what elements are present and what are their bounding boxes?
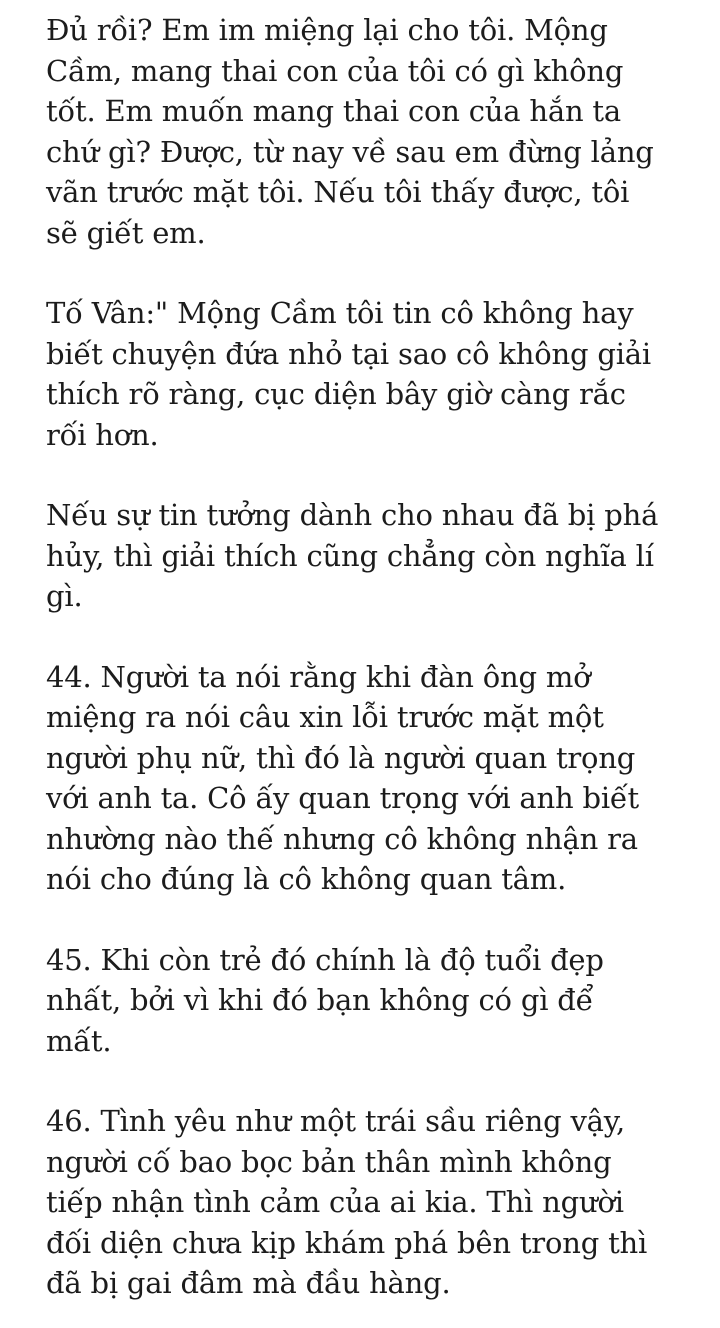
paragraph-3: Nếu sự tin tưởng dành cho nhau đã bị phá hủy, thì giải thích cũng chẳng còn nghĩa lí gì. [46,498,659,613]
paragraph-2: Tố Vân:" Mộng Cầm tôi tin cô không hay biết chuyện đứa nhỏ tại sao cô không giải thích rõ ràng, cục diện bây giờ càng rắc rối hơn. [46,296,651,452]
paragraph-44: 44. Người ta nói rằng khi đàn ông mở miệng ra nói câu xin lỗi trước mặt một người phụ nữ, thì đó là người quan trọng với anh ta. Cô ấy quan trọng với anh biết nhường nào thế nhưng cô không nhận ra nói cho đúng là cô không quan tâm. [46,659,640,896]
paragraph-1: Đủ rồi? Em im miệng lại cho tôi. Mộng Cầm, mang thai con của tôi có gì không tốt. Em muốn mang thai con của hắn ta chứ gì? Được, từ nay về sau em đừng lảng vãn trước mặt tôi. Nếu tôi thấy được, tôi sẽ giết em. [46,13,654,250]
paragraph-46: 46. Tình yêu như một trái sầu riêng vậy, người cố bao bọc bản thân mình không tiếp nhận tình cảm của ai kia. Thì người đối diện chưa kịp khám phá bên trong thì đã bị gai đâm mà đầu hàng. [46,1104,648,1300]
paragraph-45: 45. Khi còn trẻ đó chính là độ tuổi đẹp nhất, bởi vì khi đó bạn không có gì để mất. [46,942,604,1058]
